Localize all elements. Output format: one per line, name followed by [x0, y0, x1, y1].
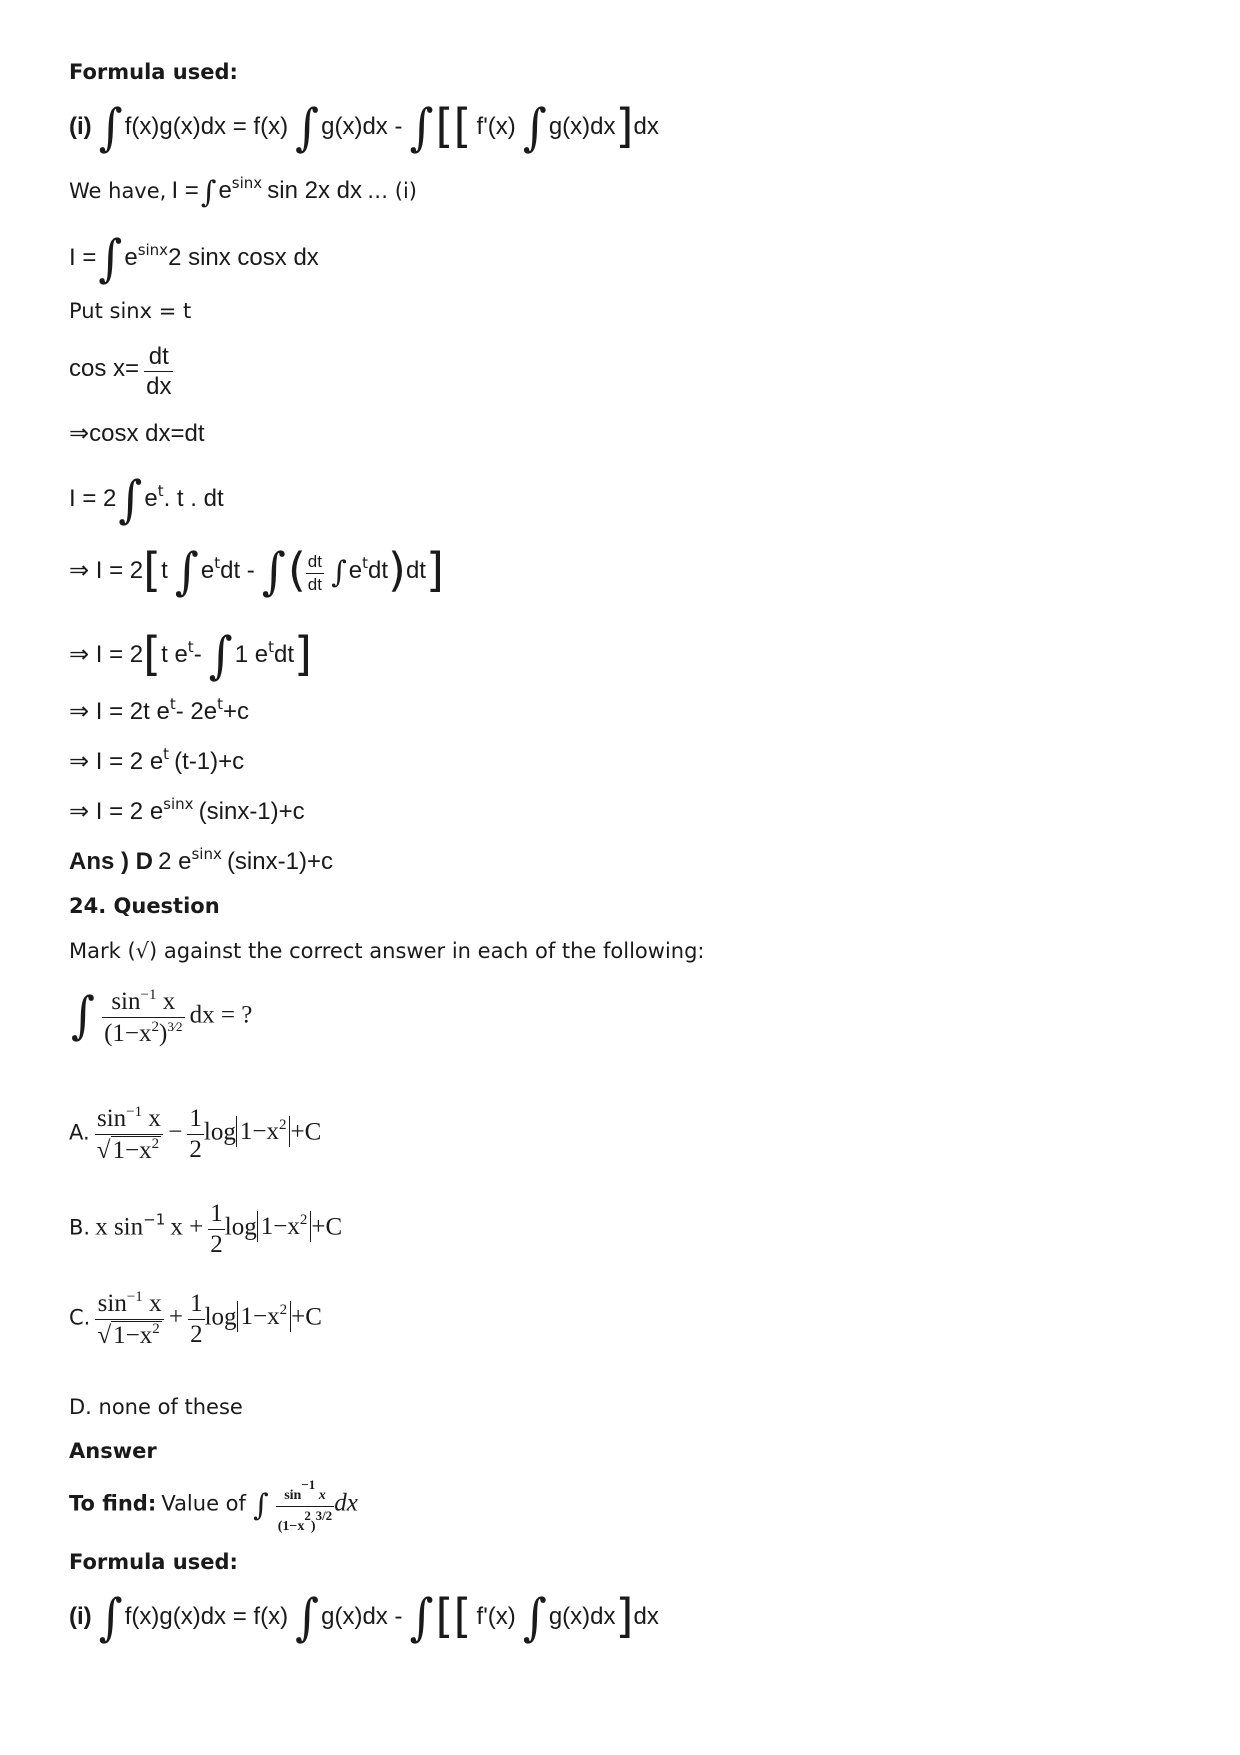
cos-dx-line: ⇒cosx dx=dt	[69, 420, 205, 447]
question-instruction: Mark (√) against the correct answer in each of the following:	[69, 939, 705, 963]
integral-expanded-line: $I =\int e^{sinx}2$ sinx cosx dx	[69, 228, 319, 288]
result-step-1: ⇒ I = 2t $e^t-$ $2e^t+c$	[69, 695, 249, 725]
integral-sign: ∫	[118, 469, 143, 529]
option-b[interactable]: B. x $\sin^{-1} x$ + $\frac{1}{2}$ $\log 1-x^2 +C$	[69, 1200, 343, 1259]
option-c[interactable]: C. $\frac{\sin^{-1} x}{√1-x^2}$ + $\frac{1}{2}$ $\log 1-x^2 +C$	[69, 1289, 322, 1350]
substitution-line: Put sinx = t	[69, 299, 192, 323]
integral-sign: ∫	[261, 541, 286, 601]
question-integral: ∫ $\frac{\sin^{-1} x}{(1-x^2)^{3⁄2}}$ dx = ?	[71, 985, 253, 1048]
cos-derivative-line: cos x= $\frac{dt}{dx}$	[69, 343, 172, 401]
integral-sign: ∫	[522, 97, 547, 157]
integral-sign: ∫	[98, 97, 123, 157]
formula-used-heading: Formula used:	[69, 60, 238, 84]
integral-sign: ∫	[295, 97, 320, 157]
to-find-line: To find: Value of ∫ $\frac{\sin^{-1} x}{(1-x^2)^{3/2}}$ dx	[69, 1477, 358, 1534]
substituted-integral-line: $I = 2\int e^t$. t . dt	[69, 469, 224, 529]
integral-sign: ∫	[409, 1587, 434, 1647]
integral-sign: ∫	[98, 228, 123, 288]
formula-used-heading-2: Formula used:	[69, 1550, 238, 1574]
answer-heading: Answer	[69, 1439, 157, 1463]
integral-sign: ∫	[200, 175, 217, 210]
option-a[interactable]: A. $\frac{\sin^{-1} x}{√1-x^2}$ − $\frac{1}{2}$ $\log 1-x^2 +C$	[69, 1104, 322, 1165]
simplified-step-line: ⇒ I = 2[t $e^t-$ ∫1 $e^tdt$]	[69, 625, 312, 685]
integral-sign: ∫	[295, 1587, 320, 1647]
integration-by-parts-formula: (i) ∫f(x)g(x)dx = f(x) ∫g(x)dx - ∫[[ f'(x) ∫g(x)dx]dx	[69, 97, 659, 157]
integration-by-parts-formula-2: (i) ∫f(x)g(x)dx = f(x) ∫g(x)dx - ∫[[ f'(x) ∫g(x)dx]dx	[69, 1587, 659, 1647]
question-title: 24. Question	[69, 894, 220, 918]
integral-sign: ∫	[522, 1587, 547, 1647]
result-step-3: ⇒ I = 2 $e^{sinx}$ (sinx-1)+c	[69, 795, 305, 825]
option-d[interactable]: D. none of these	[69, 1395, 243, 1419]
integral-sign: ∫	[174, 541, 199, 601]
integral-sign: ∫	[409, 97, 434, 157]
integral-sign: ∫	[253, 1487, 269, 1523]
result-step-2: ⇒ I = 2 $e^t$ (t-1)+c	[69, 745, 245, 775]
integral-sign: ∫	[71, 985, 95, 1045]
by-parts-step-line: ⇒ I = 2[t $\int e^tdt$ - ∫( $\frac{dt}{dt}$ $\int e^tdt)dt$]	[69, 541, 444, 601]
integral-sign: ∫	[208, 625, 233, 685]
answer-line: Ans ) D 2 $e^{sinx}$ (sinx-1)+c	[69, 845, 333, 875]
we-have-line: We have, $I =\int e^{sinx}$ sin 2x dx … (i)	[69, 174, 417, 210]
integral-sign: ∫	[98, 1587, 123, 1647]
integral-sign: ∫	[331, 555, 347, 590]
